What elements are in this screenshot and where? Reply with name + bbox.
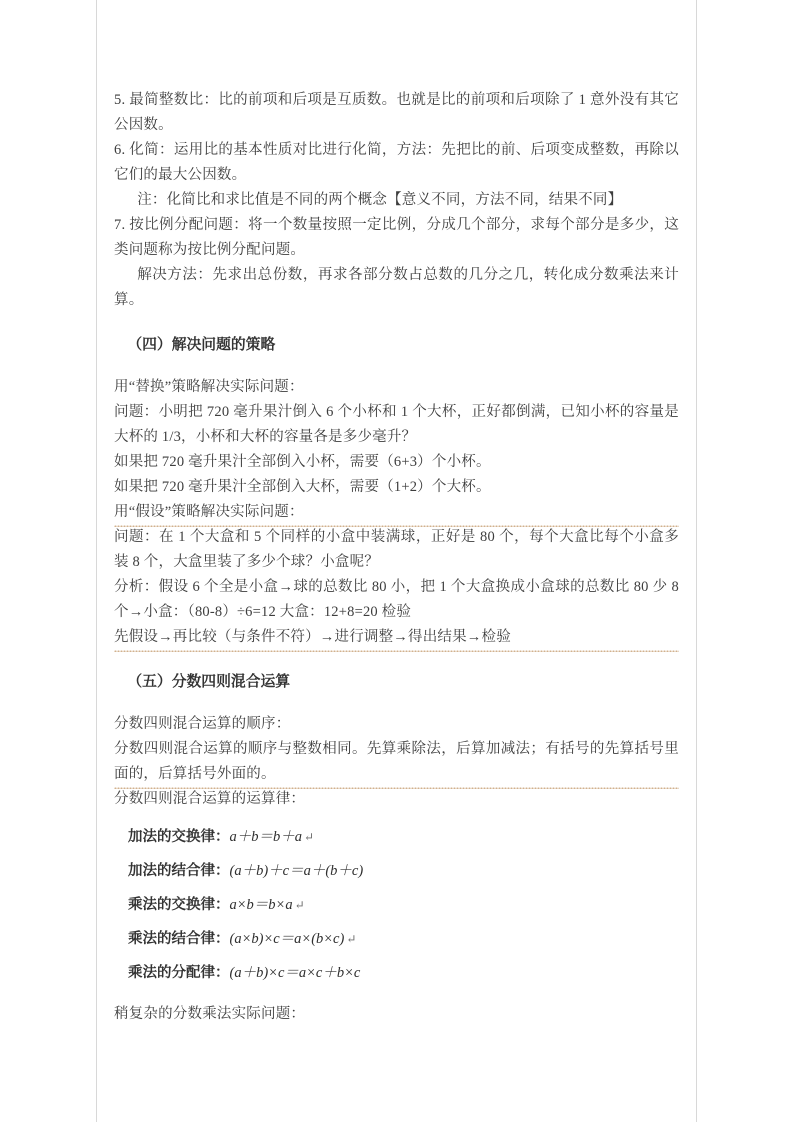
law-row-multiplication-commutative (114, 893, 679, 914)
law-label: 乘法的结合律： (128, 931, 230, 947)
page-border-left (96, 0, 97, 1122)
return-mark-icon: ↵ (346, 932, 357, 946)
heading-section-four: （四）解决问题的策略 (127, 337, 276, 353)
paragraph-assume-strategy: 用“假设”策略解决实际问题： (114, 500, 679, 525)
paragraph-closing: 稍复杂的分数乘法实际问题： (114, 1006, 306, 1022)
law-row-addition-associative (114, 859, 679, 880)
law-label: 乘法的交换律： (128, 897, 230, 913)
paragraph-assume-problem: 问题：在 1 个大盒和 5 个同样的小盒中装满球，正好是 80 个，每个大盒比每个小盒多装 8 个，大盒里装了多少个球？小盒呢？ (114, 529, 679, 570)
heading-section-five: （五）分数四则混合运算 (127, 674, 291, 690)
paragraph-mixed-order-title: 分数四则混合运算的顺序： (114, 716, 291, 732)
paragraph-replace-small-cups: 如果把 720 毫升果汁全部倒入小杯，需要（6+3）个小杯。 (114, 454, 491, 470)
law-formula: a＋b＝b＋a (229, 829, 302, 845)
page-content (114, 88, 679, 1027)
paragraph-laws-title: 分数四则混合运算的运算律： (114, 791, 306, 807)
paragraph-solution-method: 解决方法：先求出总份数，再求各部分数占总数的几分之几，转化成分数乘法来计算。 (114, 267, 679, 308)
law-label: 加法的结合律： (128, 863, 230, 879)
law-row-addition-commutative (114, 825, 679, 846)
law-formula: (a×b)×c＝a×(b×c) (229, 931, 345, 947)
paragraph-item-5: 5. 最简整数比：比的前项和后项是互质数。也就是比的前项和后项除了 1 意外没有其它公因数。 (114, 92, 679, 133)
paragraph-item-6: 6. 化简：运用比的基本性质对比进行化简，方法：先把比的前、后项变成整数，再除以它们的最大公因数。 (114, 142, 679, 183)
paragraph-item-7: 7. 按比例分配问题：将一个数量按照一定比例，分成几个部分，求每个部分是多少，这类问题称为按比例分配问题。 (114, 217, 679, 258)
law-formula: (a＋b)×c＝a×c＋b×c (229, 965, 361, 981)
paragraph-mixed-order-detail: 分数四则混合运算的顺序与整数相同。先算乘除法，后算加减法；有括号的先算括号里面的，后算括号外面的。 (114, 737, 679, 787)
law-label: 加法的交换律： (128, 829, 230, 845)
paragraph-replace-problem: 问题：小明把 720 毫升果汁倒入 6 个小杯和 1 个大杯，正好都倒满，已知小杯的容量是大杯的 1/3，小杯和大杯的容量各是多少毫升？ (114, 404, 679, 445)
paragraph-note: 注：化简比和求比值是不同的两个概念【意义不同，方法不同，结果不同】 (137, 192, 623, 208)
paragraph-assume-analysis: 分析：假设 6 个全是小盒→球的总数比 80 小，把 1 个大盒换成小盒球的总数比 80 少 8 个→小盒：（80-8）÷6=12 大盒：12+8=20 检验 (114, 579, 679, 620)
law-row-multiplication-associative (114, 927, 679, 948)
law-label: 乘法的分配律： (128, 965, 230, 981)
return-mark-icon: ↵ (294, 898, 305, 912)
return-mark-icon: ↵ (304, 830, 315, 844)
paragraph-replace-strategy: 用“替换”策略解决实际问题： (114, 379, 304, 395)
law-formula: a×b＝b×a (229, 897, 293, 913)
page-border-right (696, 0, 697, 1122)
law-formula: (a＋b)＋c＝a＋(b＋c) (229, 863, 364, 879)
paragraph-assume-steps: 先假设→再比较（与条件不符）→进行调整→得出结果→检验 (114, 625, 679, 650)
paragraph-replace-large-cups: 如果把 720 毫升果汁全部倒入大杯，需要（1+2）个大杯。 (114, 479, 491, 495)
law-row-multiplication-distributive (114, 961, 679, 982)
